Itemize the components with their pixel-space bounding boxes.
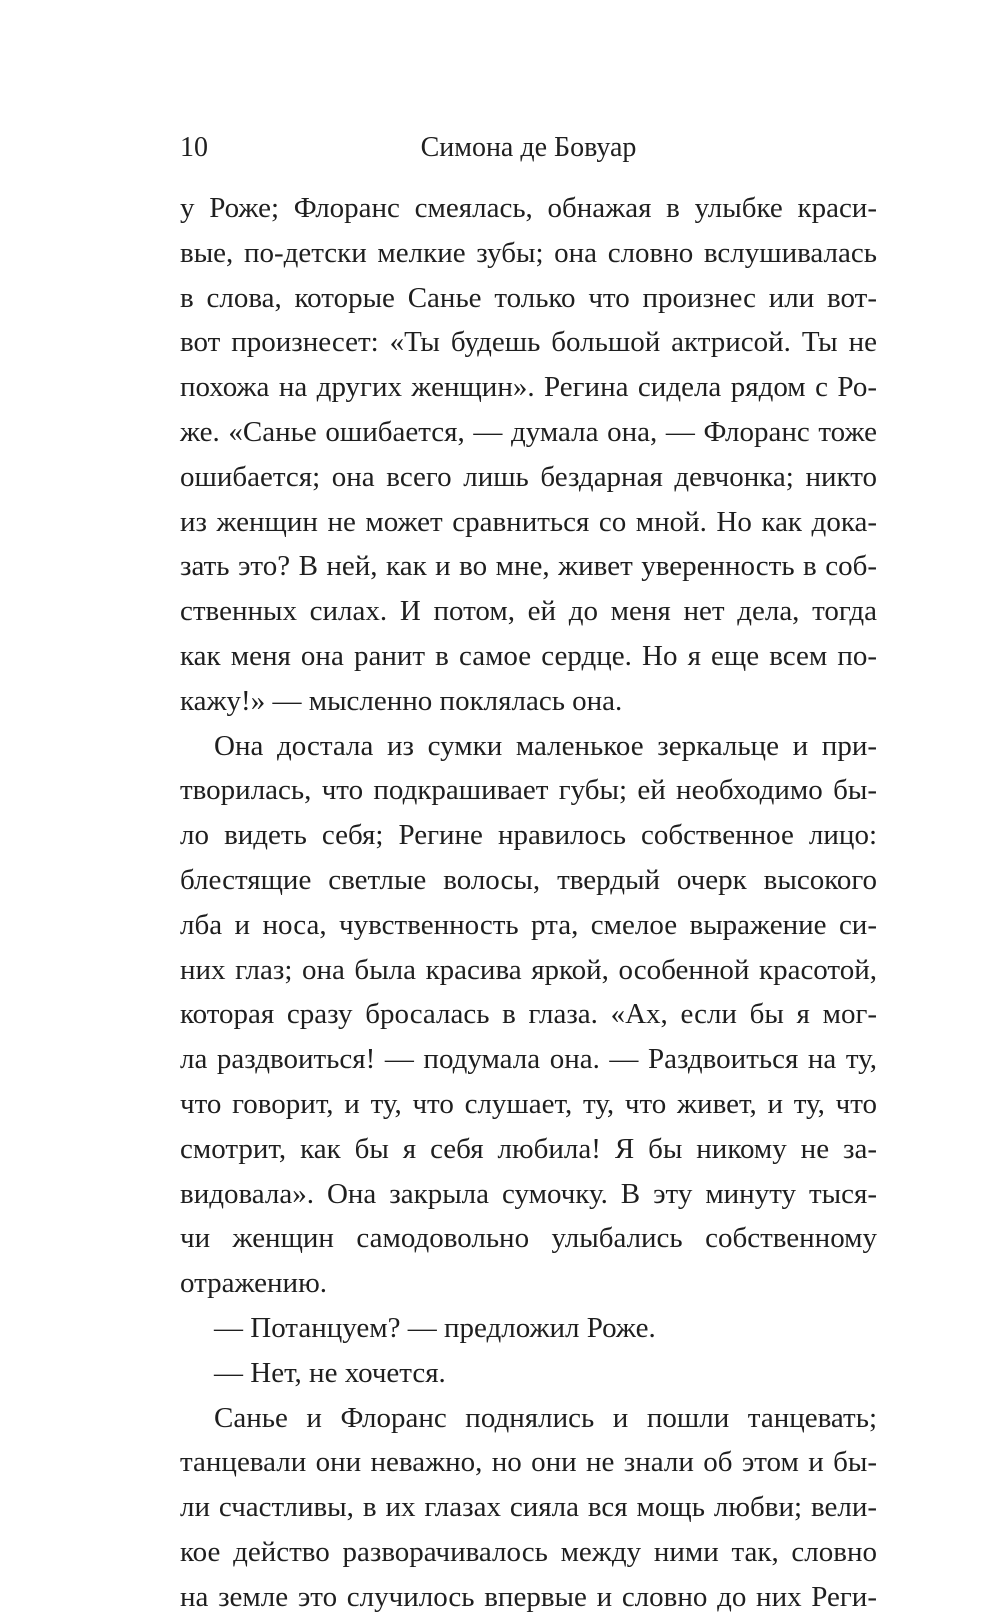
text-line: чи женщин самодовольно улыбались собственному <box>180 1222 877 1255</box>
text-line: ственных силах. И потом, ей до меня нет дела, тогда <box>180 595 877 628</box>
text-line: же. «Санье ошибается, — думала она, — Флоранс тоже <box>180 415 877 448</box>
text-line: творилась, что подкрашивает губы; ей необходимо бы- <box>180 774 877 807</box>
page-number: 10 <box>180 132 208 163</box>
text-line: них глаз; она была красива яркой, особенной красотой, <box>180 953 877 986</box>
running-head <box>180 128 877 168</box>
text-line: из женщин не может сравниться со мной. Но как дока- <box>180 505 877 538</box>
text-line: вые, по-детски мелкие зубы; она словно вслушивалась <box>180 236 877 269</box>
text-line: зать это? В ней, как и во мне, живет уверенность в соб- <box>180 550 877 583</box>
text-line: в слова, которые Санье только что произнес или вот- <box>180 281 877 314</box>
text-line: ла раздвоиться! — подумала она. — Раздвоиться на ту, <box>180 1043 877 1076</box>
running-head-author: Симона де Бовуар <box>420 132 637 163</box>
text-line: блестящие светлые волосы, твердый очерк высокого <box>180 863 877 896</box>
text-line: смотрит, как бы я себя любила! Я бы никому не за- <box>180 1132 877 1165</box>
text-line: на земле это случилось впервые и словно до них Реги- <box>180 1580 877 1613</box>
text-line: видовала». Она закрыла сумочку. В эту минуту тыся- <box>180 1177 877 1210</box>
text-line: у Роже; Флоранс смеялась, обнажая в улыбке краси- <box>180 192 877 224</box>
text-line: лба и носа, чувственность рта, смелое выражение си- <box>180 908 877 941</box>
text-line: ли счастливы, в их глазах сияла вся мощь любви; вели- <box>180 1491 877 1524</box>
text-line: Она достала из сумки маленькое зеркальце и при- <box>214 729 877 762</box>
text-line: танцевали они неважно, но они не знали об этом и бы- <box>180 1446 877 1479</box>
text-line: ло видеть себя; Регине нравилось собственное лицо: <box>180 819 877 852</box>
text-line: кое действо разворачивалось между ними так, словно <box>180 1535 877 1568</box>
text-line: как меня она ранит в самое сердце. Но я еще всем по- <box>180 639 877 672</box>
text-line: Санье и Флоранс поднялись и пошли танцевать; <box>214 1401 877 1434</box>
text-line: похожа на других женщин». Регина сидела рядом с Ро- <box>180 371 877 404</box>
text-line: — Нет, не хочется. <box>214 1356 446 1389</box>
text-line: кажу!» — мысленно поклялась она. <box>180 684 623 717</box>
text-body <box>180 186 877 1620</box>
text-line: ошибается; она всего лишь бездарная девчонка; никто <box>180 460 877 493</box>
text-line: — Потанцуем? — предложил Роже. <box>214 1311 656 1344</box>
text-line: которая сразу бросалась в глаза. «Ах, если бы я мог- <box>180 998 877 1031</box>
text-line: что говорит, и ту, что слушает, ту, что живет, и ту, что <box>180 1087 877 1120</box>
text-line: отражению. <box>180 1267 327 1300</box>
text-line: вот произнесет: «Ты будешь большой актрисой. Ты не <box>180 326 877 359</box>
